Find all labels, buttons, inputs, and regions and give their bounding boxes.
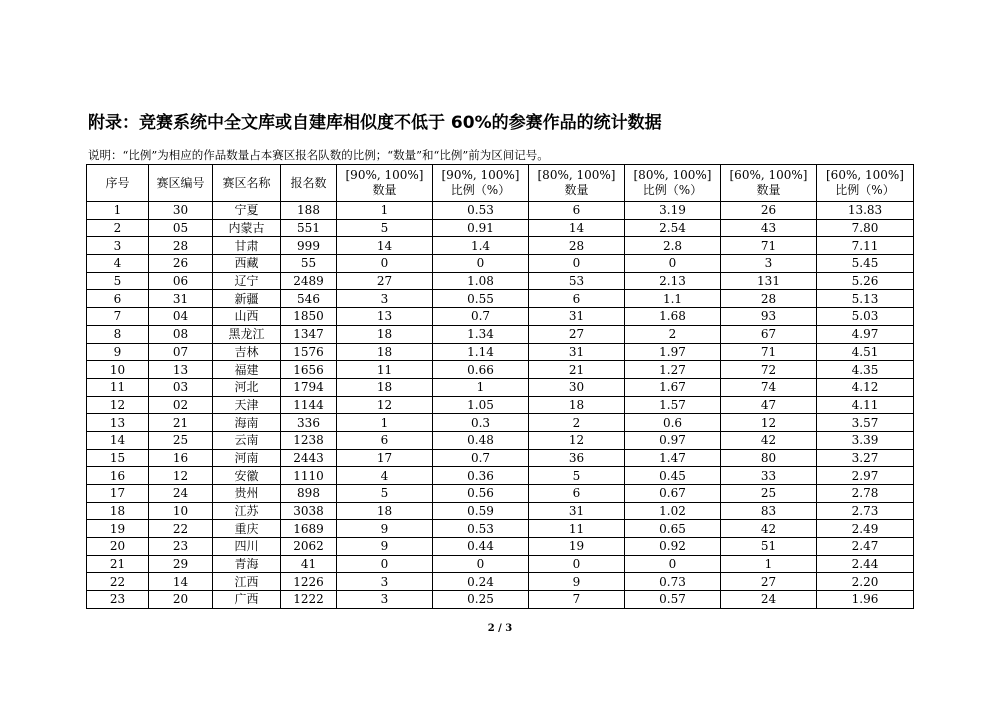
- table-cell: 0.7: [433, 308, 529, 326]
- table-cell: 05: [149, 219, 213, 237]
- table-cell: 辽宁: [213, 272, 281, 290]
- table-cell: 08: [149, 325, 213, 343]
- table-cell: 6: [529, 290, 625, 308]
- table-cell: 31: [529, 343, 625, 361]
- table-cell: 0.48: [433, 431, 529, 449]
- table-cell: 0.55: [433, 290, 529, 308]
- table-cell: 3: [87, 237, 149, 255]
- table-cell: 河南: [213, 449, 281, 467]
- table-cell: 0.59: [433, 502, 529, 520]
- column-header-line: 数量: [756, 183, 781, 197]
- column-header-line: 赛区名称: [222, 176, 271, 190]
- table-cell: 30: [529, 378, 625, 396]
- table-cell: 1689: [281, 520, 337, 538]
- column-header-line: 报名数: [290, 176, 327, 190]
- table-cell: 1226: [281, 573, 337, 591]
- table-cell: 0.67: [625, 485, 721, 503]
- table-cell: 72: [721, 361, 817, 379]
- table-cell: 551: [281, 219, 337, 237]
- table-cell: 13: [337, 308, 433, 326]
- table-cell: 2.20: [817, 573, 914, 591]
- table-cell: 6: [529, 485, 625, 503]
- table-cell: 9: [529, 573, 625, 591]
- table-cell: 5.45: [817, 255, 914, 273]
- table-cell: 13: [87, 414, 149, 432]
- table-cell: 4.11: [817, 396, 914, 414]
- table-cell: 1144: [281, 396, 337, 414]
- table-cell: 12: [337, 396, 433, 414]
- table-row: [87, 555, 914, 573]
- table-cell: 1.96: [817, 591, 914, 609]
- table-header-row: [87, 165, 914, 202]
- table-row: [87, 396, 914, 414]
- table-cell: 8: [87, 325, 149, 343]
- table-cell: 4: [87, 255, 149, 273]
- table-row: [87, 308, 914, 326]
- table-cell: 1.34: [433, 325, 529, 343]
- table-cell: 188: [281, 202, 337, 220]
- table-cell: 5: [337, 485, 433, 503]
- table-cell: 11: [529, 520, 625, 538]
- table-cell: 12: [87, 396, 149, 414]
- table-cell: 31: [529, 308, 625, 326]
- table-cell: 12: [149, 467, 213, 485]
- table-cell: 28: [529, 237, 625, 255]
- table-cell: 0.97: [625, 431, 721, 449]
- table-cell: 15: [87, 449, 149, 467]
- table-cell: 0.56: [433, 485, 529, 503]
- table-cell: 26: [149, 255, 213, 273]
- table-cell: 2.13: [625, 272, 721, 290]
- table-cell: 10: [87, 361, 149, 379]
- table-cell: 71: [721, 343, 817, 361]
- table-cell: 1.27: [625, 361, 721, 379]
- table-cell: 1576: [281, 343, 337, 361]
- table-cell: 23: [87, 591, 149, 609]
- table-row: [87, 343, 914, 361]
- table-cell: 03: [149, 378, 213, 396]
- table-cell: 93: [721, 308, 817, 326]
- table-cell: 四川: [213, 538, 281, 556]
- table-cell: 20: [149, 591, 213, 609]
- table-cell: 3: [337, 573, 433, 591]
- table-cell: 4.12: [817, 378, 914, 396]
- table-row: [87, 219, 914, 237]
- table-cell: 宁夏: [213, 202, 281, 220]
- table-cell: 12: [721, 414, 817, 432]
- table-cell: 22: [87, 573, 149, 591]
- table-cell: 29: [149, 555, 213, 573]
- table-cell: 06: [149, 272, 213, 290]
- table-cell: 546: [281, 290, 337, 308]
- column-header-line: [90%, 100%]: [441, 168, 520, 182]
- table-cell: 0: [433, 555, 529, 573]
- table-cell: 3: [721, 255, 817, 273]
- table-cell: 14: [337, 237, 433, 255]
- table-cell: 0.53: [433, 520, 529, 538]
- table-cell: 18: [337, 343, 433, 361]
- table-cell: 0: [529, 255, 625, 273]
- column-header-line: [60%, 100%]: [729, 168, 808, 182]
- table-cell: 13: [149, 361, 213, 379]
- table-cell: 1.68: [625, 308, 721, 326]
- table-cell: 999: [281, 237, 337, 255]
- table-cell: 西藏: [213, 255, 281, 273]
- table-row: [87, 361, 914, 379]
- table-cell: 3.39: [817, 431, 914, 449]
- table-cell: 1.14: [433, 343, 529, 361]
- table-cell: 河北: [213, 378, 281, 396]
- table-cell: 天津: [213, 396, 281, 414]
- column-header: [281, 165, 337, 202]
- table-cell: 24: [149, 485, 213, 503]
- table-cell: 6: [87, 290, 149, 308]
- table-cell: 36: [529, 449, 625, 467]
- column-header: [721, 165, 817, 202]
- table-cell: 13.83: [817, 202, 914, 220]
- column-header-line: 序号: [105, 176, 130, 190]
- table-cell: 19: [529, 538, 625, 556]
- table-cell: 0.57: [625, 591, 721, 609]
- table-cell: 16: [149, 449, 213, 467]
- table-cell: 6: [529, 202, 625, 220]
- table-cell: 0: [337, 555, 433, 573]
- table-cell: 898: [281, 485, 337, 503]
- page-number: 2 / 3: [487, 623, 513, 634]
- table-cell: 福建: [213, 361, 281, 379]
- table-cell: 0.7: [433, 449, 529, 467]
- table-cell: 24: [721, 591, 817, 609]
- table-cell: 12: [529, 431, 625, 449]
- column-header: [87, 165, 149, 202]
- table-cell: 2: [625, 325, 721, 343]
- table-cell: 71: [721, 237, 817, 255]
- table-row: [87, 502, 914, 520]
- table-cell: 53: [529, 272, 625, 290]
- table-cell: 14: [149, 573, 213, 591]
- table-cell: 80: [721, 449, 817, 467]
- column-header: [149, 165, 213, 202]
- table-cell: 贵州: [213, 485, 281, 503]
- table-cell: 26: [721, 202, 817, 220]
- table-cell: 5.26: [817, 272, 914, 290]
- table-cell: 1.4: [433, 237, 529, 255]
- column-header-line: [80%, 100%]: [537, 168, 616, 182]
- table-cell: 1.47: [625, 449, 721, 467]
- table-cell: 42: [721, 431, 817, 449]
- table-cell: 0: [625, 255, 721, 273]
- table-cell: 9: [337, 538, 433, 556]
- table-cell: 0.36: [433, 467, 529, 485]
- table-cell: 1.57: [625, 396, 721, 414]
- table-cell: 2.73: [817, 502, 914, 520]
- table-cell: 0.24: [433, 573, 529, 591]
- table-cell: 14: [529, 219, 625, 237]
- table-row: [87, 290, 914, 308]
- table-row: [87, 237, 914, 255]
- table-row: [87, 485, 914, 503]
- table-cell: 2: [87, 219, 149, 237]
- column-header-line: 比例（%）: [835, 183, 895, 197]
- table-cell: 27: [721, 573, 817, 591]
- table-cell: 33: [721, 467, 817, 485]
- table-cell: 1: [721, 555, 817, 573]
- table-cell: 0: [529, 555, 625, 573]
- table-cell: 14: [87, 431, 149, 449]
- table-cell: 2443: [281, 449, 337, 467]
- table-cell: 甘肃: [213, 237, 281, 255]
- table-cell: 55: [281, 255, 337, 273]
- table-cell: 9: [87, 343, 149, 361]
- table-cell: 43: [721, 219, 817, 237]
- table-cell: 25: [149, 431, 213, 449]
- table-cell: 2.44: [817, 555, 914, 573]
- table-cell: 江西: [213, 573, 281, 591]
- table-cell: 江苏: [213, 502, 281, 520]
- table-cell: 山西: [213, 308, 281, 326]
- table-cell: 31: [529, 502, 625, 520]
- table-cell: 18: [337, 325, 433, 343]
- table-cell: 3.57: [817, 414, 914, 432]
- table-cell: 安徽: [213, 467, 281, 485]
- table-cell: 3: [337, 290, 433, 308]
- table-cell: 23: [149, 538, 213, 556]
- table-cell: 2.78: [817, 485, 914, 503]
- table-row: [87, 591, 914, 609]
- table-cell: 0: [337, 255, 433, 273]
- table-cell: 67: [721, 325, 817, 343]
- table-cell: 0: [433, 255, 529, 273]
- table-cell: 1850: [281, 308, 337, 326]
- table-cell: 5: [87, 272, 149, 290]
- table-cell: 83: [721, 502, 817, 520]
- table-cell: 7.11: [817, 237, 914, 255]
- table-cell: 3: [337, 591, 433, 609]
- table-cell: 5.03: [817, 308, 914, 326]
- table-cell: 0: [625, 555, 721, 573]
- table-cell: 1: [87, 202, 149, 220]
- table-cell: 42: [721, 520, 817, 538]
- table-cell: 19: [87, 520, 149, 538]
- table-cell: 51: [721, 538, 817, 556]
- table-cell: 海南: [213, 414, 281, 432]
- table-cell: 云南: [213, 431, 281, 449]
- table-cell: 131: [721, 272, 817, 290]
- table-cell: 3.27: [817, 449, 914, 467]
- table-row: [87, 449, 914, 467]
- table-cell: 2.49: [817, 520, 914, 538]
- column-header: [337, 165, 433, 202]
- table-cell: 07: [149, 343, 213, 361]
- statistics-table: [86, 164, 914, 609]
- table-cell: 336: [281, 414, 337, 432]
- table-cell: 3.19: [625, 202, 721, 220]
- table-cell: 1.67: [625, 378, 721, 396]
- table-cell: 0.45: [625, 467, 721, 485]
- table-cell: 18: [337, 378, 433, 396]
- table-row: [87, 272, 914, 290]
- table-cell: 7: [529, 591, 625, 609]
- table-cell: 2.47: [817, 538, 914, 556]
- table-cell: 0.66: [433, 361, 529, 379]
- column-header: [625, 165, 721, 202]
- table-cell: 41: [281, 555, 337, 573]
- column-header-line: 数量: [372, 183, 397, 197]
- table-cell: 新疆: [213, 290, 281, 308]
- table-cell: 47: [721, 396, 817, 414]
- column-header-line: 赛区编号: [156, 176, 205, 190]
- table-cell: 21: [87, 555, 149, 573]
- table-cell: 18: [337, 502, 433, 520]
- column-header-line: [90%, 100%]: [345, 168, 424, 182]
- table-row: [87, 538, 914, 556]
- column-header: [529, 165, 625, 202]
- table-cell: 30: [149, 202, 213, 220]
- table-row: [87, 573, 914, 591]
- table-cell: 1.08: [433, 272, 529, 290]
- table-cell: 27: [529, 325, 625, 343]
- table-cell: 17: [87, 485, 149, 503]
- note-text: 说明：“比例”为相应的作品数量占本赛区报名队数的比例；“数量”和“比例”前为区间记号。: [88, 148, 549, 162]
- table-cell: 20: [87, 538, 149, 556]
- table-cell: 0.44: [433, 538, 529, 556]
- table-cell: 重庆: [213, 520, 281, 538]
- table-cell: 10: [149, 502, 213, 520]
- table-cell: 74: [721, 378, 817, 396]
- table-cell: 4.97: [817, 325, 914, 343]
- table-cell: 1.02: [625, 502, 721, 520]
- table-cell: 28: [149, 237, 213, 255]
- table-cell: 16: [87, 467, 149, 485]
- table-cell: 1238: [281, 431, 337, 449]
- table-cell: 11: [87, 378, 149, 396]
- table-cell: 17: [337, 449, 433, 467]
- column-header-line: 比例（%）: [642, 183, 703, 197]
- table-cell: 1794: [281, 378, 337, 396]
- table-cell: 1: [337, 414, 433, 432]
- table-cell: 2.8: [625, 237, 721, 255]
- table-cell: 内蒙古: [213, 219, 281, 237]
- table-cell: 31: [149, 290, 213, 308]
- page-title: 附录：竞赛系统中全文库或自建库相似度不低于 60%的参赛作品的统计数据: [88, 113, 662, 133]
- table-cell: 7.80: [817, 219, 914, 237]
- column-header-line: [60%, 100%]: [826, 168, 904, 182]
- table-cell: 6: [337, 431, 433, 449]
- column-header-line: 数量: [564, 183, 589, 197]
- table-cell: 18: [529, 396, 625, 414]
- table-cell: 0.73: [625, 573, 721, 591]
- table-cell: 黑龙江: [213, 325, 281, 343]
- table-row: [87, 467, 914, 485]
- table-cell: 1110: [281, 467, 337, 485]
- table-cell: 4.51: [817, 343, 914, 361]
- table-cell: 2489: [281, 272, 337, 290]
- table-row: [87, 325, 914, 343]
- table-cell: 02: [149, 396, 213, 414]
- table-cell: 04: [149, 308, 213, 326]
- table-cell: 5: [337, 219, 433, 237]
- table-cell: 21: [149, 414, 213, 432]
- table-row: [87, 255, 914, 273]
- table-cell: 1: [337, 202, 433, 220]
- table-cell: 0.3: [433, 414, 529, 432]
- table-cell: 11: [337, 361, 433, 379]
- table-cell: 1.05: [433, 396, 529, 414]
- table-cell: 3038: [281, 502, 337, 520]
- table-cell: 1.1: [625, 290, 721, 308]
- table-cell: 1: [433, 378, 529, 396]
- table-cell: 7: [87, 308, 149, 326]
- table-cell: 吉林: [213, 343, 281, 361]
- table-cell: 2.54: [625, 219, 721, 237]
- table-row: [87, 202, 914, 220]
- column-header: [817, 165, 914, 202]
- table-cell: 1.97: [625, 343, 721, 361]
- table-row: [87, 431, 914, 449]
- table-cell: 2: [529, 414, 625, 432]
- table-cell: 0.65: [625, 520, 721, 538]
- table-row: [87, 414, 914, 432]
- table-cell: 4.35: [817, 361, 914, 379]
- table-body: [87, 202, 914, 609]
- table-cell: 0.92: [625, 538, 721, 556]
- table-row: [87, 520, 914, 538]
- table-cell: 5.13: [817, 290, 914, 308]
- table-cell: 28: [721, 290, 817, 308]
- column-header-line: 比例（%）: [450, 183, 511, 197]
- table-cell: 21: [529, 361, 625, 379]
- table-cell: 4: [337, 467, 433, 485]
- table-cell: 0.25: [433, 591, 529, 609]
- table-row: [87, 378, 914, 396]
- table-cell: 1656: [281, 361, 337, 379]
- table-cell: 5: [529, 467, 625, 485]
- table-cell: 1347: [281, 325, 337, 343]
- table-cell: 18: [87, 502, 149, 520]
- table-cell: 2062: [281, 538, 337, 556]
- table-cell: 0.53: [433, 202, 529, 220]
- table-cell: 青海: [213, 555, 281, 573]
- table-cell: 0.6: [625, 414, 721, 432]
- table-cell: 2.97: [817, 467, 914, 485]
- column-header: [213, 165, 281, 202]
- table-cell: 27: [337, 272, 433, 290]
- table-cell: 22: [149, 520, 213, 538]
- table-cell: 广西: [213, 591, 281, 609]
- table-cell: 1222: [281, 591, 337, 609]
- table-cell: 25: [721, 485, 817, 503]
- column-header-line: [80%, 100%]: [633, 168, 712, 182]
- table-cell: 9: [337, 520, 433, 538]
- table-cell: 0.91: [433, 219, 529, 237]
- column-header: [433, 165, 529, 202]
